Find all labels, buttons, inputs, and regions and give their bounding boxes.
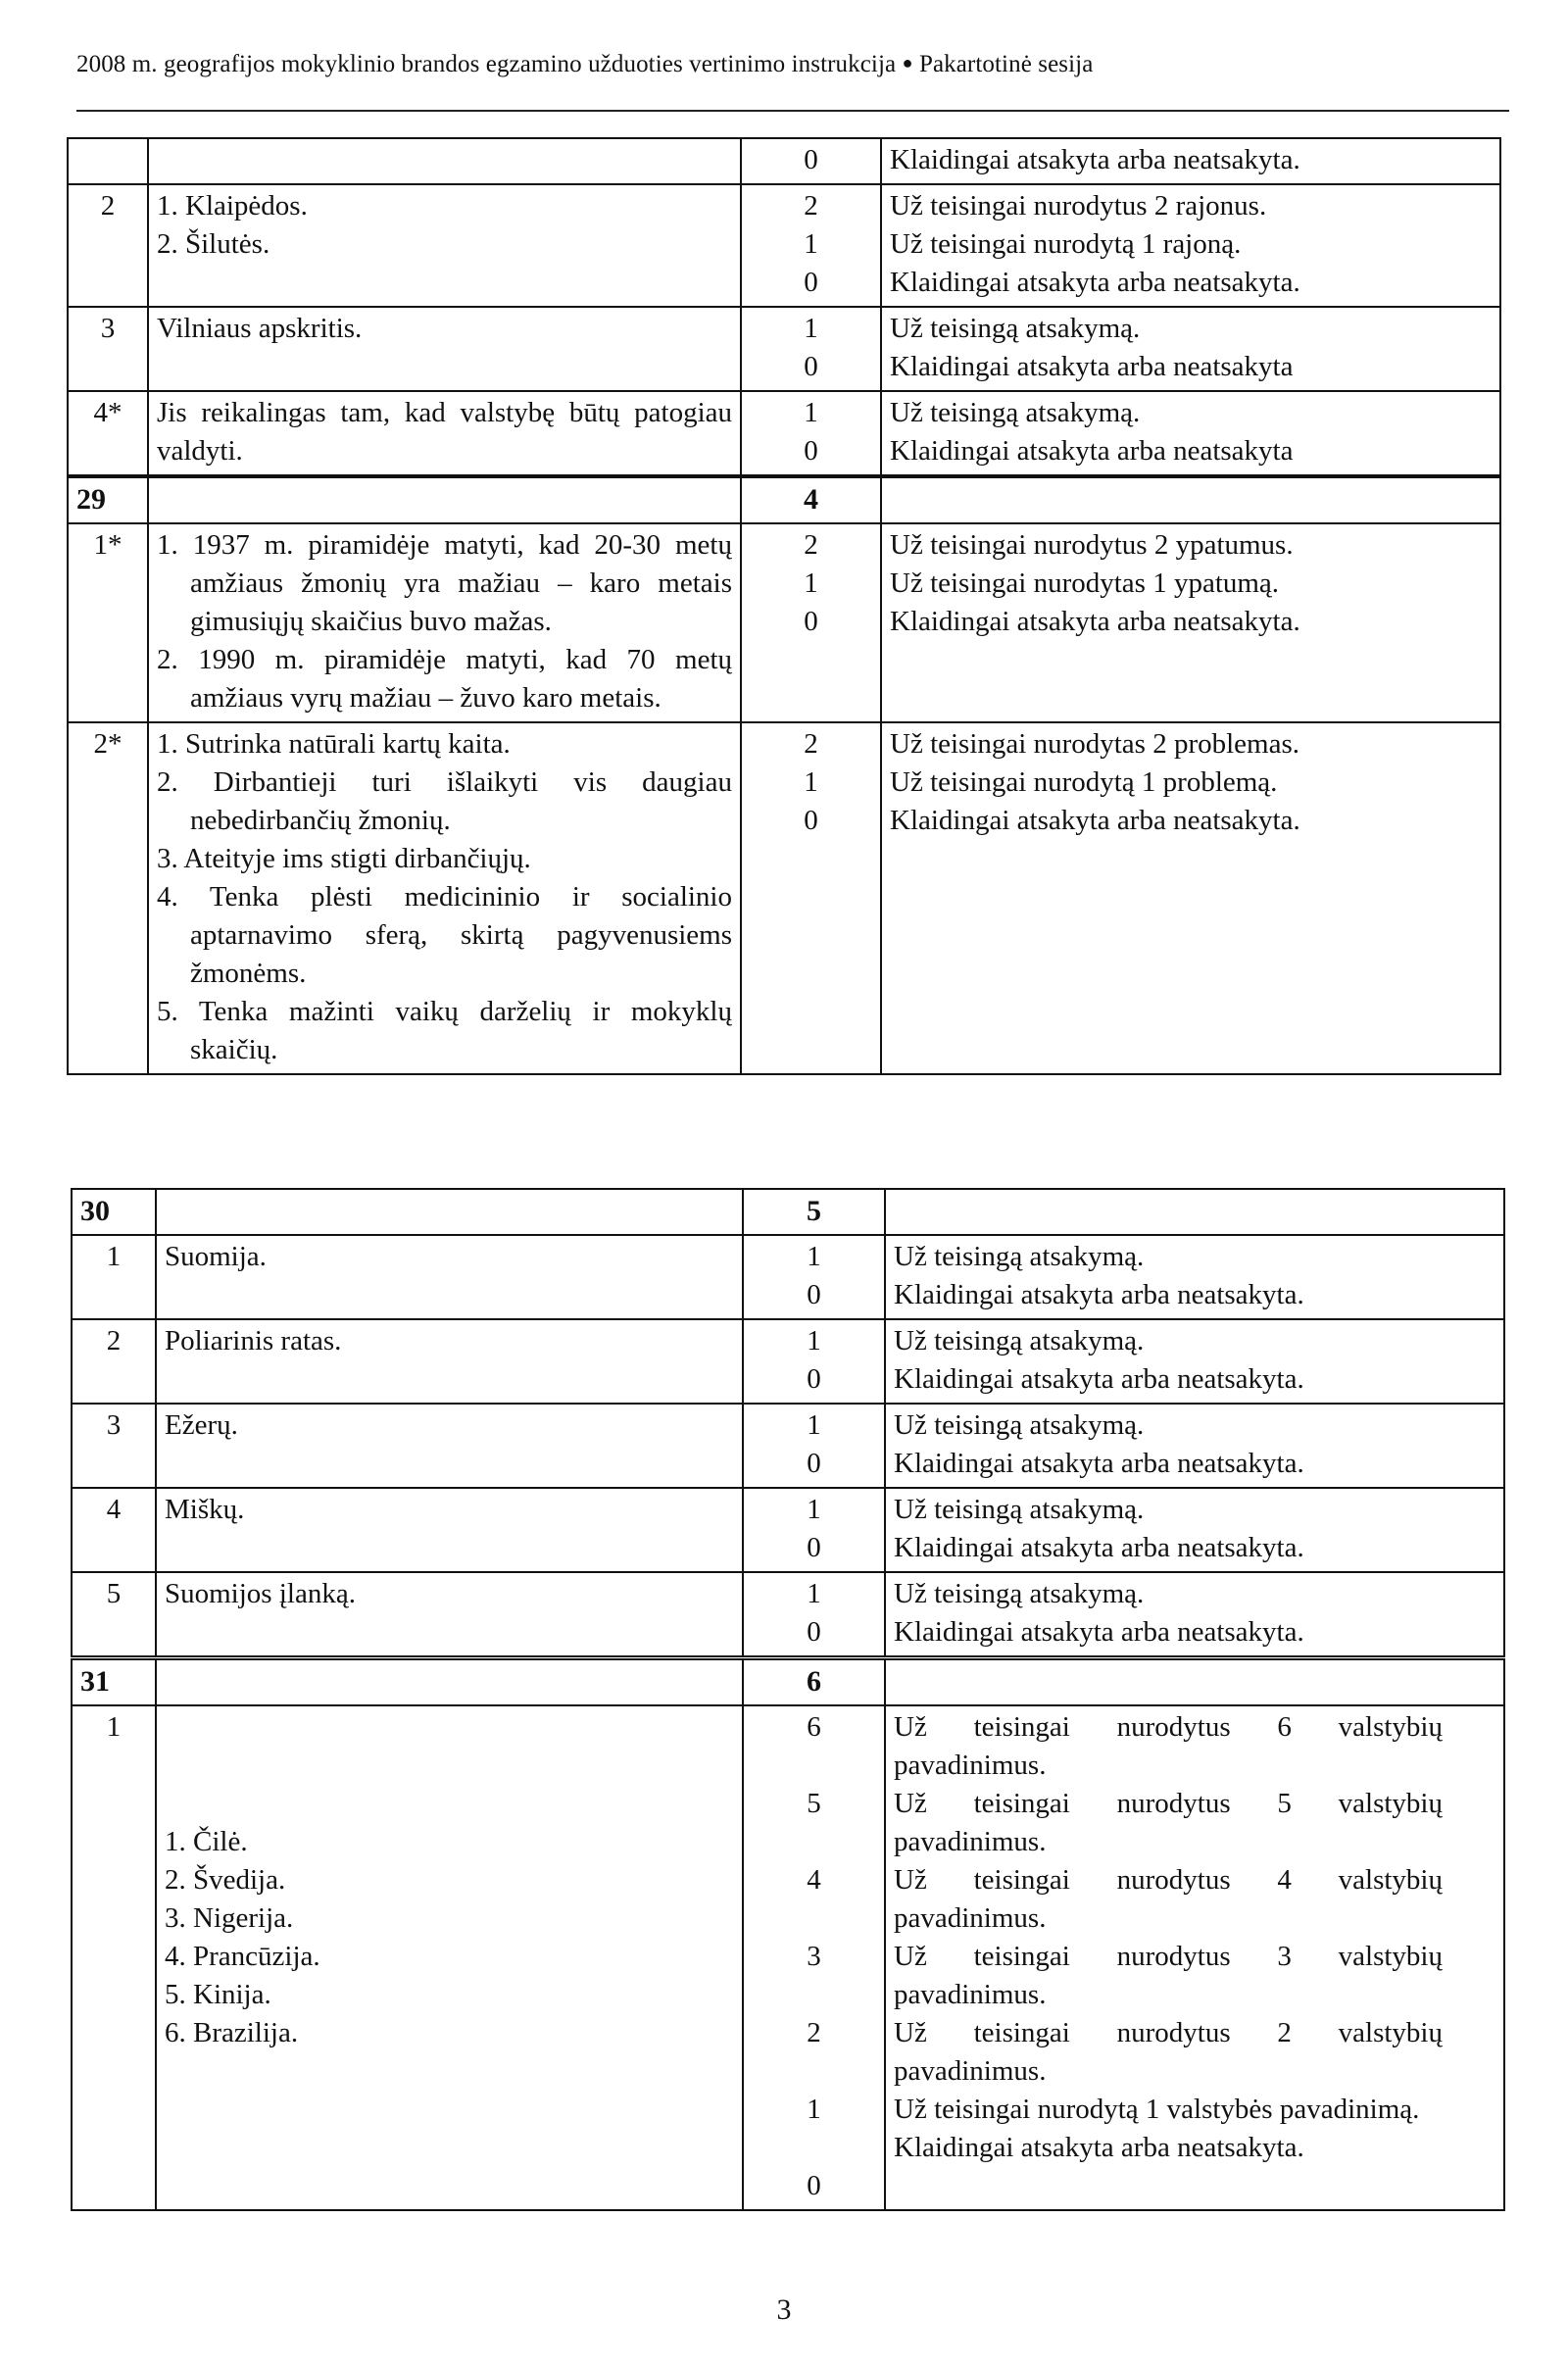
points-value: 4 <box>807 1864 821 1896</box>
points-value: 1 <box>807 1494 821 1525</box>
page-number: 3 <box>776 2293 792 2326</box>
criteria-line: Už teisingai nurodytus 4 valstybių pavadinimus. <box>894 1864 1443 1934</box>
criteria-cell <box>885 1319 1504 1404</box>
item-number: 3 <box>72 1404 156 1488</box>
model-answer <box>148 307 741 391</box>
criteria-line: Už teisingą atsakymą. <box>890 397 1141 428</box>
criteria-line: Klaidingai atsakyta arba neatsakyta <box>890 435 1294 467</box>
criteria-cell <box>885 1235 1504 1319</box>
points-value: 1 <box>807 2094 821 2125</box>
points-value: 0 <box>807 1448 821 1479</box>
scoring-row <box>72 1404 1504 1488</box>
item-number: 1 <box>72 1235 156 1319</box>
scoring-row <box>68 391 1500 475</box>
points-cell <box>743 1705 885 2210</box>
criteria-line: Už teisingą atsakymą. <box>894 1409 1145 1441</box>
criteria-cell <box>885 1404 1504 1488</box>
answer-line: 1. 1937 m. piramidėje matyti, kad 20-30 metų amžiaus žmonių yra mažiau – karo metais gimusiųjų skaičius buvo mažas. <box>157 529 732 637</box>
criteria-line: Už teisingą atsakymą. <box>894 1578 1145 1609</box>
criteria-cell <box>881 391 1500 475</box>
item-number <box>68 138 148 184</box>
model-answer <box>156 1404 743 1488</box>
points-value: 0 <box>807 1279 821 1310</box>
item-number: 2* <box>68 722 148 1074</box>
answer-line: 2. 1990 m. piramidėje matyti, kad 70 metų amžiaus vyrų mažiau – žuvo karo metais. <box>157 644 732 714</box>
answer-line: 2. Dirbantieji turi išlaikyti vis daugiau nebedirbančių žmonių. <box>157 766 732 836</box>
points-value: 2 <box>804 529 818 561</box>
points-value: 0 <box>807 1616 821 1648</box>
points-value: 1 <box>807 1578 821 1609</box>
points-value: 1 <box>804 397 818 428</box>
question-total-points: 5 <box>743 1189 885 1235</box>
answer-line: 2. Švedija. <box>165 1864 286 1896</box>
points-cell <box>743 1572 885 1656</box>
points-value: 2 <box>807 2017 821 2048</box>
criteria-line: Klaidingai atsakyta arba neatsakyta. <box>894 1279 1304 1310</box>
criteria-line: Už teisingą atsakymą. <box>894 1325 1145 1356</box>
points-cell <box>741 391 881 475</box>
criteria-line: Klaidingai atsakyta arba neatsakyta. <box>894 1616 1304 1648</box>
criteria-line: Klaidingai atsakyta arba neatsakyta. <box>894 2132 1304 2163</box>
answer-line: 1. Čilė. <box>165 1826 248 1857</box>
points-value: 0 <box>807 1532 821 1563</box>
item-number: 2 <box>72 1319 156 1404</box>
answer-line: Suomijos įlanką. <box>165 1578 356 1609</box>
answer-line: Suomija. <box>165 1241 267 1272</box>
answer-line: Ežerų. <box>165 1409 238 1441</box>
criteria-cell <box>881 722 1500 1074</box>
criteria-cell <box>881 138 1500 184</box>
question-header-blank <box>148 477 741 523</box>
criteria-line: Už teisingai nurodytus 2 ypatumus. <box>890 529 1294 561</box>
points-value: 0 <box>804 351 818 382</box>
item-number: 5 <box>72 1572 156 1656</box>
scoring-row <box>72 1488 1504 1572</box>
points-cell <box>743 1404 885 1488</box>
criteria-line: Klaidingai atsakyta arba neatsakyta. <box>890 805 1300 836</box>
criteria-line: Klaidingai atsakyta arba neatsakyta. <box>890 606 1300 637</box>
answer-line: 5. Kinija. <box>165 1979 271 2010</box>
scoring-table-continued <box>67 137 1501 476</box>
criteria-line: Už teisingai nurodytas 1 ypatumą. <box>890 567 1280 599</box>
points-value: 1 <box>807 1409 821 1441</box>
item-number: 3 <box>68 307 148 391</box>
answer-line: 4. Tenka plėsti medicininio ir socialinio aptarnavimo sferą, skirtą pagyvenusiems žmonėms. <box>157 881 732 989</box>
item-number: 1 <box>72 1705 156 2210</box>
scoring-row <box>68 184 1500 307</box>
question-header-blank <box>881 477 1500 523</box>
header-rule <box>76 110 1509 112</box>
criteria-cell <box>885 1705 1504 2210</box>
criteria-line: Klaidingai atsakyta arba neatsakyta. <box>890 144 1300 175</box>
points-value: 3 <box>807 1941 821 1972</box>
points-value: 0 <box>804 435 818 467</box>
criteria-cell <box>885 1488 1504 1572</box>
criteria-line: Už teisingai nurodytus 5 valstybių pavadinimus. <box>894 1788 1443 1857</box>
header-title: 2008 m. geografijos mokyklinio brandos egzamino užduoties vertinimo instrukcija <box>76 51 897 77</box>
points-value: 2 <box>804 728 818 760</box>
answer-line: 3. Nigerija. <box>165 1902 294 1934</box>
criteria-cell <box>881 523 1500 722</box>
points-value: 1 <box>804 313 818 344</box>
scoring-table-question-30 <box>71 1188 1505 1657</box>
answer-line: Miškų. <box>165 1494 245 1525</box>
question-header-blank <box>156 1659 743 1705</box>
model-answer <box>148 391 741 475</box>
points-value: 1 <box>807 1241 821 1272</box>
points-value: 0 <box>804 267 818 298</box>
question-number: 30 <box>72 1189 156 1235</box>
answer-line: Jis reikalingas tam, kad valstybę būtų patogiau valdyti. <box>157 397 732 467</box>
points-value: 0 <box>807 1363 821 1395</box>
scoring-table-question-31 <box>71 1658 1505 2211</box>
answer-line: Poliarinis ratas. <box>165 1325 342 1356</box>
criteria-line: Klaidingai atsakyta arba neatsakyta. <box>894 1363 1304 1395</box>
question-header-blank <box>885 1189 1504 1235</box>
scoring-table-question-29 <box>67 476 1501 1075</box>
criteria-line: Už teisingai nurodytą 1 problemą. <box>890 766 1278 798</box>
criteria-line: Klaidingai atsakyta arba neatsakyta <box>890 351 1294 382</box>
question-header-row <box>72 1659 1504 1705</box>
points-value: 1 <box>804 567 818 599</box>
model-answer <box>156 1572 743 1656</box>
criteria-line: Už teisingai nurodytus 2 rajonus. <box>890 190 1267 222</box>
model-answer <box>156 1488 743 1572</box>
points-value: 1 <box>804 228 818 260</box>
model-answer <box>156 1705 743 2210</box>
answer-line: 2. Šilutės. <box>157 228 270 260</box>
scoring-row <box>68 722 1500 1074</box>
scoring-row <box>72 1705 1504 2210</box>
spacer <box>165 1747 734 1785</box>
criteria-line: Už teisingai nurodytus 6 valstybių pavadinimus. <box>894 1711 1443 1781</box>
points-value: 1 <box>807 1325 821 1356</box>
points-cell <box>741 523 881 722</box>
question-header-row <box>72 1189 1504 1235</box>
item-number: 2 <box>68 184 148 307</box>
question-number: 31 <box>72 1659 156 1705</box>
scoring-row <box>72 1319 1504 1404</box>
points-value: 5 <box>807 1788 821 1819</box>
item-number: 4* <box>68 391 148 475</box>
points-value: 0 <box>807 2170 821 2201</box>
header-session: Pakartotinė sesija <box>918 51 1094 77</box>
scoring-row <box>72 1572 1504 1656</box>
spacer <box>165 1785 734 1823</box>
scoring-row <box>72 1235 1504 1319</box>
points-value: 0 <box>804 805 818 836</box>
bullet-icon: ● <box>902 53 913 73</box>
points-value: 1 <box>804 766 818 798</box>
points-cell <box>741 138 881 184</box>
criteria-line: Už teisingai nurodytus 3 valstybių pavadinimus. <box>894 1941 1443 2010</box>
question-header-blank <box>156 1189 743 1235</box>
question-total-points: 4 <box>741 477 881 523</box>
model-answer <box>156 1235 743 1319</box>
question-number: 29 <box>68 477 148 523</box>
points-cell <box>743 1488 885 1572</box>
criteria-line: Klaidingai atsakyta arba neatsakyta. <box>894 1532 1304 1563</box>
answer-line: 1. Klaipėdos. <box>157 190 308 222</box>
criteria-line: Už teisingai nurodytą 1 valstybės pavadinimą. <box>894 2094 1420 2125</box>
scoring-row <box>68 307 1500 391</box>
scoring-row <box>68 523 1500 722</box>
question-total-points: 6 <box>743 1659 885 1705</box>
answer-line: Vilniaus apskritis. <box>157 313 363 344</box>
answer-line: 4. Prancūzija. <box>165 1941 320 1972</box>
criteria-line: Už teisingai nurodytą 1 rajoną. <box>890 228 1242 260</box>
spacer <box>165 1708 734 1747</box>
criteria-line: Už teisingai nurodytus 2 valstybių pavadinimus. <box>894 2017 1443 2087</box>
item-number: 1* <box>68 523 148 722</box>
model-answer <box>148 722 741 1074</box>
criteria-cell <box>881 307 1500 391</box>
answer-line: 3. Ateityje ims stigti dirbančiųjų. <box>157 843 531 874</box>
points-value: 0 <box>804 606 818 637</box>
criteria-cell <box>885 1572 1504 1656</box>
criteria-line: Už teisingai nurodytas 2 problemas. <box>890 728 1299 760</box>
item-number: 4 <box>72 1488 156 1572</box>
answer-line: 1. Sutrinka natūrali kartų kaita. <box>157 728 511 760</box>
points-value: 0 <box>804 144 818 175</box>
model-answer <box>148 184 741 307</box>
page-header <box>76 51 1093 78</box>
points-cell <box>741 307 881 391</box>
model-answer <box>148 138 741 184</box>
criteria-cell <box>881 184 1500 307</box>
question-header-blank <box>885 1659 1504 1705</box>
points-cell <box>741 722 881 1074</box>
answer-line: 5. Tenka mažinti vaikų darželių ir mokyklų skaičių. <box>157 996 732 1065</box>
criteria-line: Už teisingą atsakymą. <box>890 313 1141 344</box>
criteria-line: Klaidingai atsakyta arba neatsakyta. <box>894 1448 1304 1479</box>
criteria-line: Už teisingą atsakymą. <box>894 1241 1145 1272</box>
question-header-row <box>68 477 1500 523</box>
points-value: 6 <box>807 1711 821 1743</box>
model-answer <box>148 523 741 722</box>
criteria-line: Už teisingą atsakymą. <box>894 1494 1145 1525</box>
answer-line: 6. Brazilija. <box>165 2017 299 2048</box>
points-cell <box>741 184 881 307</box>
model-answer <box>156 1319 743 1404</box>
points-value: 2 <box>804 190 818 222</box>
criteria-line: Klaidingai atsakyta arba neatsakyta. <box>890 267 1300 298</box>
points-cell <box>743 1235 885 1319</box>
scoring-row <box>68 138 1500 184</box>
points-cell <box>743 1319 885 1404</box>
